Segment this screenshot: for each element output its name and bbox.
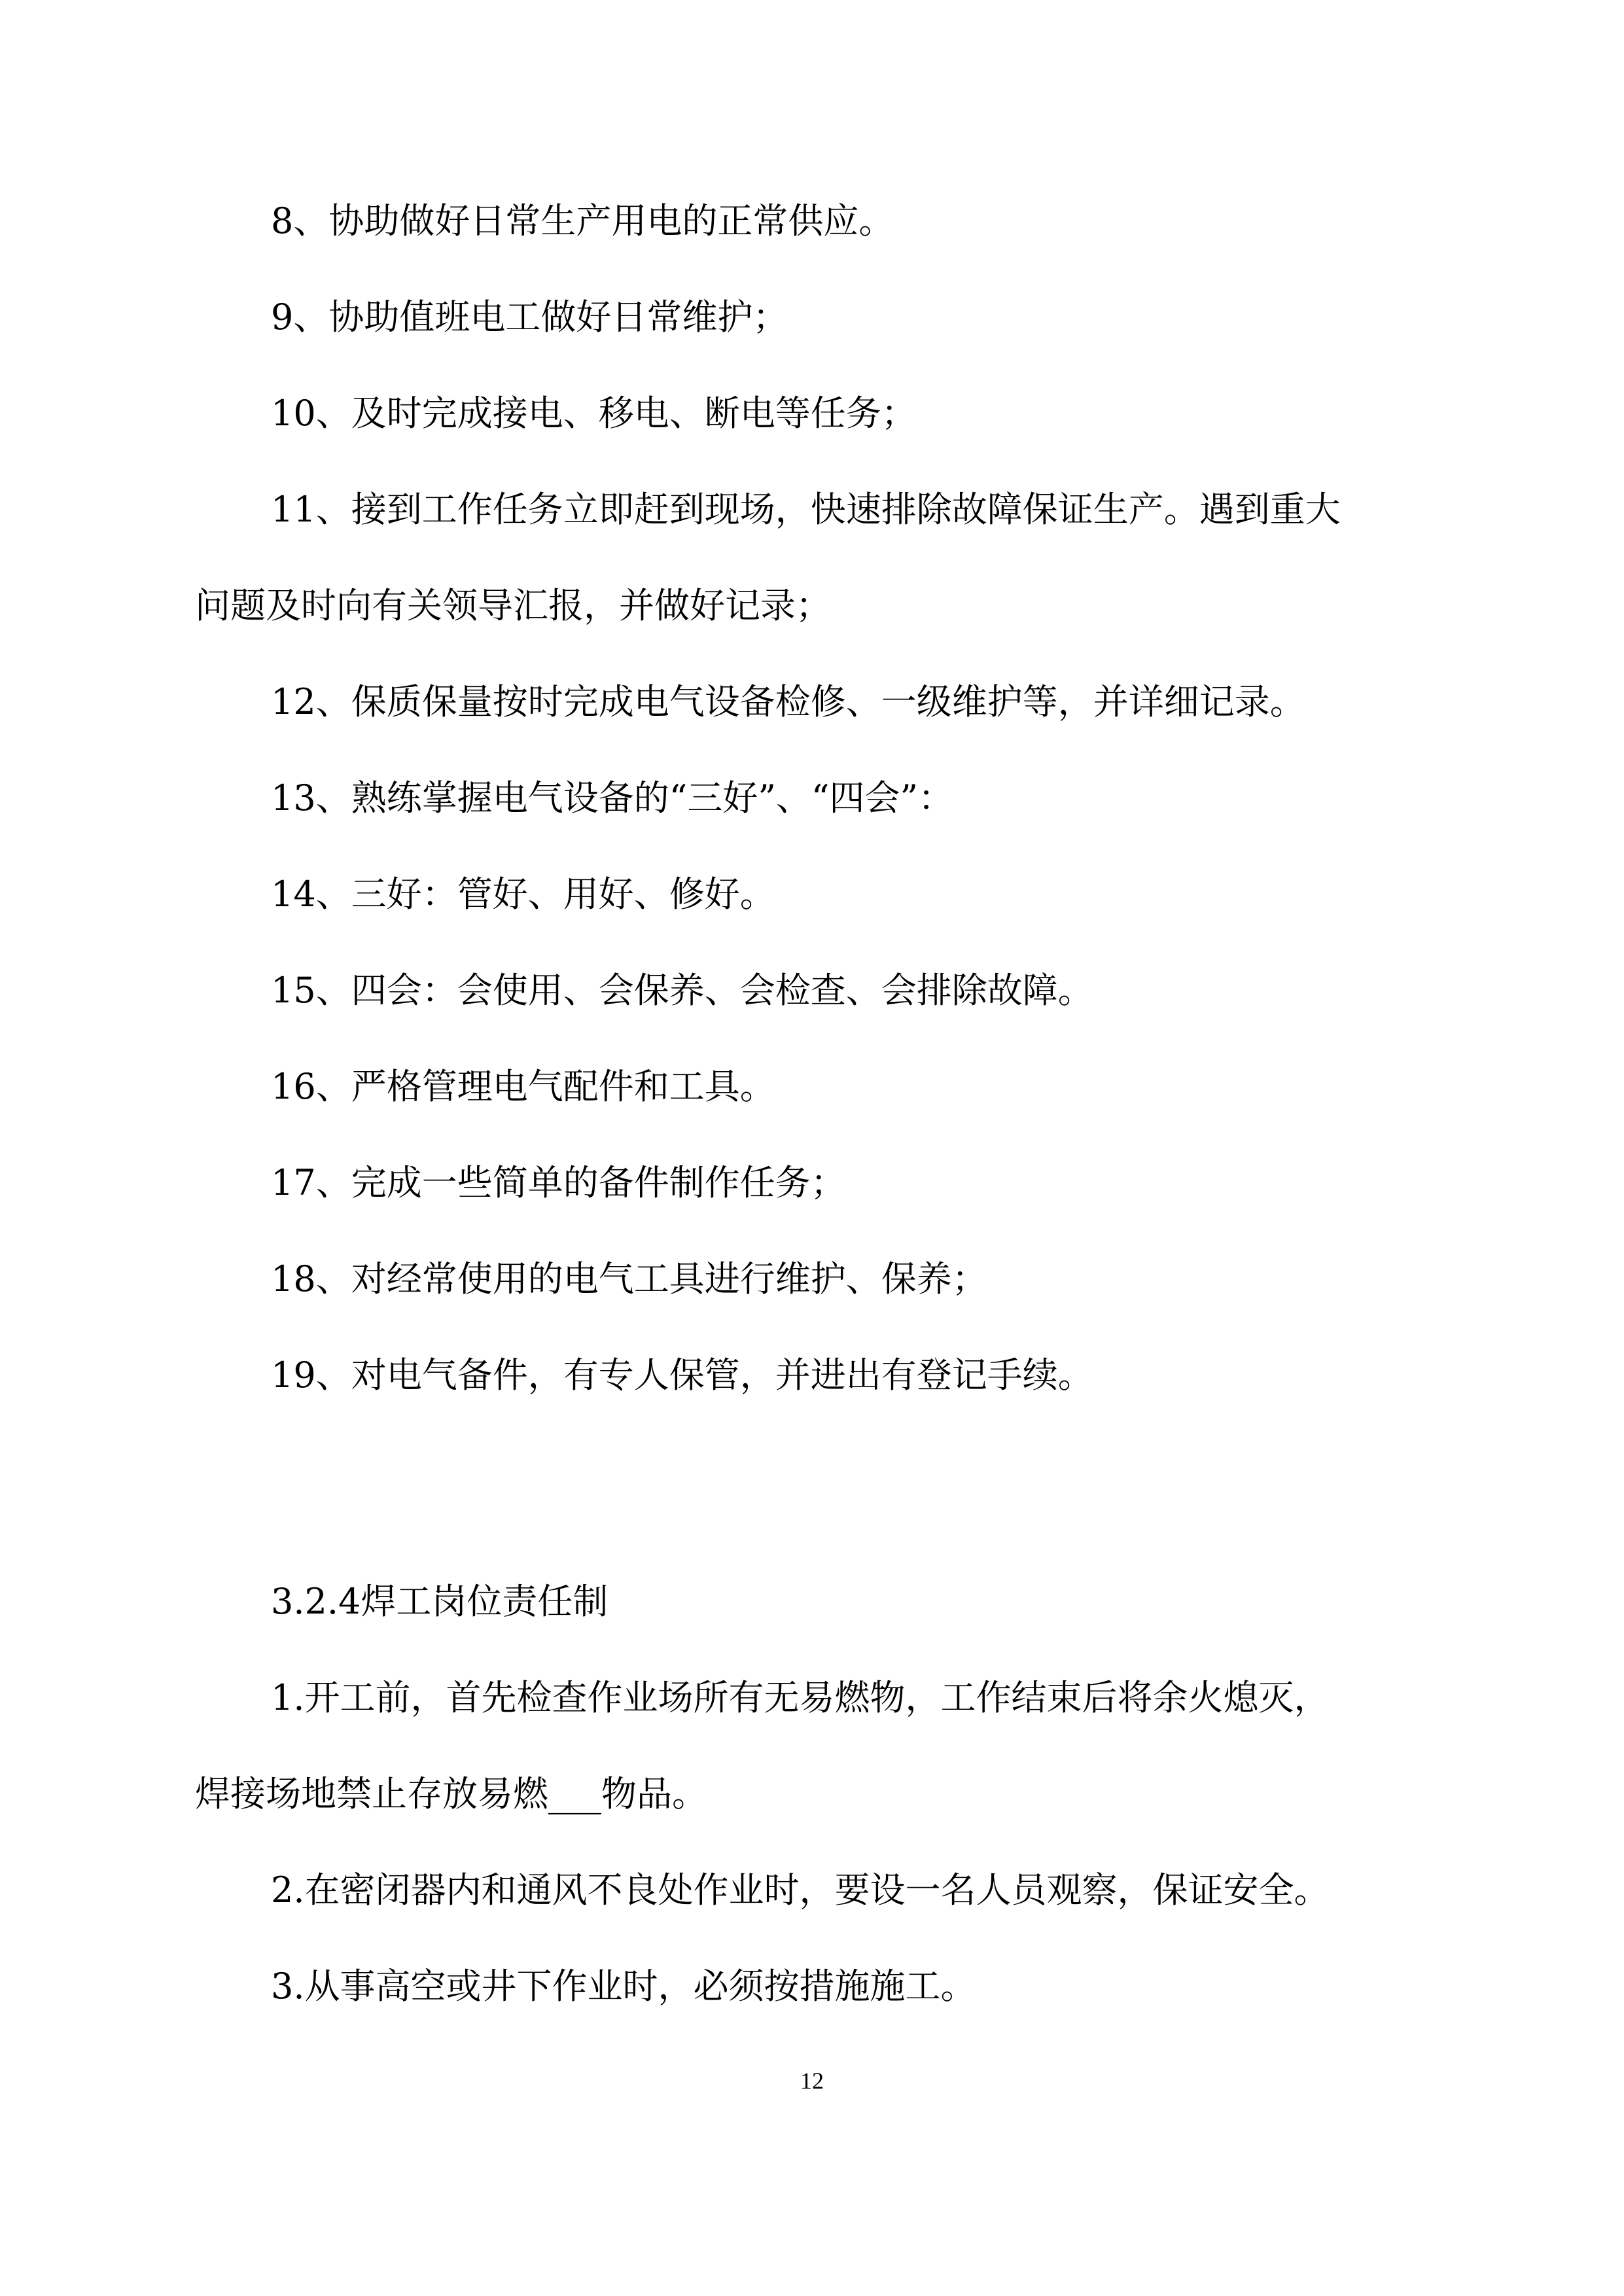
paragraph-item-10: 10、及时完成接电、移电、断电等任务； bbox=[271, 393, 917, 434]
paragraph-item-18: 18、对经常使用的电气工具进行维护、保养； bbox=[271, 1258, 987, 1299]
paragraph-item-14: 14、三好：管好、用好、修好。 bbox=[271, 874, 775, 915]
paragraph-item-17: 17、完成一些简单的备件制作任务； bbox=[271, 1162, 846, 1203]
paragraph-item-13: 13、熟练掌握电气设备的“三好”、“四会”： bbox=[271, 777, 954, 819]
paragraph-item-9: 9、协助值班电工做好日常维护； bbox=[271, 296, 788, 338]
paragraph-item-15: 15、四会：会使用、会保养、会检查、会排除故障。 bbox=[271, 970, 1093, 1011]
paragraph-item-11-continued: 问题及时向有关领导汇报，并做好记录； bbox=[195, 585, 831, 626]
section-heading: 3.2.4焊工岗位责任制 bbox=[271, 1581, 609, 1622]
paragraph-item-8: 8、协助做好日常生产用电的正常供应。 bbox=[271, 200, 894, 241]
page-number: 12 bbox=[800, 2068, 824, 2094]
paragraph-item-19: 19、对电气备件，有专人保管，并进出有登记手续。 bbox=[271, 1354, 1093, 1396]
paragraph-item-11: 11、接到工作任务立即赶到现场，快速排除故障保证生产。遇到重大 bbox=[271, 489, 1341, 530]
welder-rule-2: 2.在密闭器内和通风不良处作业时，要设一名人员观察，保证安全。 bbox=[271, 1869, 1330, 1911]
paragraph-item-16: 16、严格管理电气配件和工具。 bbox=[271, 1066, 775, 1107]
paragraph-item-12: 12、保质保量按时完成电气设备检修、一级维护等，并详细记录。 bbox=[271, 681, 1305, 722]
welder-rule-1-continued: 焊接场地禁止存放易燃___物品。 bbox=[195, 1773, 707, 1814]
welder-rule-3: 3.从事高空或井下作业时，必须按措施施工。 bbox=[271, 1966, 976, 2007]
welder-rule-1: 1.开工前，首先检查作业场所有无易燃物，工作结束后将余火熄灭， bbox=[271, 1677, 1330, 1718]
